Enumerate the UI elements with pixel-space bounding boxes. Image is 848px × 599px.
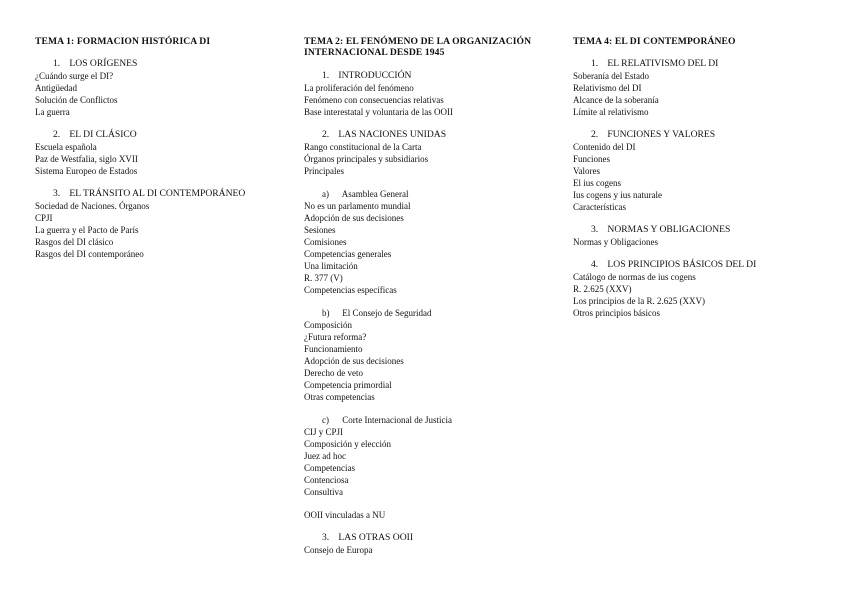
list-item: Contenciosa (304, 474, 349, 485)
list-item: Catálogo de normas de ius cogens (573, 272, 696, 283)
list-item: Relativismo del DI (573, 83, 642, 94)
subsection-asamblea-general (304, 188, 559, 296)
list-item: Composición y elección (304, 438, 391, 449)
section-transito (35, 188, 285, 260)
list-item: CPJI (35, 213, 53, 224)
subsection-heading: a) Asamblea General (322, 188, 409, 199)
section-heading: 3. NORMAS Y OBLIGACIONES (591, 224, 731, 236)
list-item: Escuela española (35, 142, 97, 153)
section-relativismo (573, 58, 823, 118)
section-heading: 1. INTRODUCCIÓN (322, 69, 412, 81)
section-heading: 1. LOS ORÍGENES (53, 58, 138, 70)
subsection-heading: b) El Consejo de Seguridad (322, 307, 432, 318)
list-item: Fenómeno con consecuencias relativas (304, 94, 444, 105)
list-item: Consultiva (304, 486, 344, 497)
list-item: Contenido del DI (573, 142, 636, 153)
section-naciones-unidas (304, 129, 559, 177)
section-di-clasico (35, 129, 285, 177)
list-item: Paz de Westfalia, siglo XVII (35, 154, 138, 165)
tema-1-title: TEMA 1: FORMACION HISTÓRICA DI (35, 36, 211, 47)
list-item: Competencias generales (304, 248, 392, 259)
list-item: Rasgos del DI clásico (35, 237, 114, 248)
section-normas-obligaciones (573, 224, 823, 248)
section-heading: 4. LOS PRINCIPIOS BÁSICOS DEL DI (591, 259, 757, 271)
list-item: Características (573, 202, 626, 213)
list-item: El ius cogens (573, 178, 621, 189)
section-heading: 2. LAS NACIONES UNIDAS (322, 128, 447, 140)
list-item: Antigüedad (35, 83, 77, 94)
list-item: Principales (304, 165, 344, 176)
list-item: Ius cogens y ius naturale (573, 190, 662, 201)
list-item: Soberanía del Estado (573, 71, 649, 82)
list-item: Órganos principales y subsidiarios (304, 153, 429, 164)
subsection-heading: c) Corte Internacional de Justicia (322, 414, 452, 425)
list-item: ¿Futura reforma? (304, 331, 367, 342)
section-principios-basicos (573, 259, 823, 319)
list-item: Comisiones (304, 236, 347, 247)
list-item: Funcionamiento (304, 343, 363, 354)
section-heading: 2. EL DI CLÁSICO (53, 129, 137, 141)
column-tema-4 (573, 36, 823, 330)
section-heading: 3. LAS OTRAS OOII (322, 531, 414, 543)
list-item: Base interestatal y voluntaria de las OOII (304, 106, 453, 117)
list-item: Alcance de la soberanía (573, 95, 659, 106)
list-item: Sistema Europeo de Estados (35, 166, 138, 177)
section-ooii-vinculadas (304, 509, 559, 521)
list-item: Competencias específicas (304, 284, 397, 295)
section-heading: 3. EL TRÁNSITO AL DI CONTEMPORÁNEO (53, 188, 246, 200)
list-item: CIJ y CPJI (304, 426, 344, 437)
section-otras-ooii (304, 532, 559, 556)
list-item: R. 2.625 (XXV) (573, 284, 632, 295)
list-item: Otros principios básicos (573, 308, 660, 319)
list-item: Límite al relativismo (573, 107, 649, 118)
list-item: OOII vinculadas a NU (304, 509, 386, 520)
list-item: Normas y Obligaciones (573, 237, 658, 248)
list-item: La guerra (35, 107, 70, 118)
section-introduccion (304, 70, 559, 118)
section-funciones-valores (573, 129, 823, 213)
section-heading: 2. FUNCIONES Y VALORES (591, 129, 716, 141)
list-item: Juez ad hoc (304, 450, 346, 461)
list-item: Adopción de sus decisiones (304, 355, 404, 366)
subsection-consejo-seguridad (304, 307, 559, 403)
list-item: Solución de Conflictos (35, 95, 118, 106)
list-item: Competencia primordial (304, 379, 392, 390)
list-item: Los principios de la R. 2.625 (XXV) (573, 296, 705, 307)
tema-4-title: TEMA 4: EL DI CONTEMPORÁNEO (573, 36, 736, 47)
list-item: Rasgos del DI contemporáneo (35, 249, 144, 260)
column-tema-2 (304, 36, 559, 567)
list-item: Rango constitucional de la Carta (304, 141, 422, 152)
column-tema-1 (35, 36, 285, 271)
list-item: Una limitación (304, 260, 358, 271)
tema-2-title: TEMA 2: EL FENÓMENO DE LA ORGANIZACIÓN INTERNACIONAL DESDE 1945 (304, 36, 532, 59)
list-item: Funciones (573, 154, 610, 165)
list-item: Otras competencias (304, 391, 375, 402)
list-item: ¿Cuándo surge el DI? (35, 71, 114, 82)
list-item: Sesiones (304, 224, 336, 235)
list-item: Adopción de sus decisiones (304, 212, 404, 223)
list-item: Consejo de Europa (304, 544, 373, 555)
list-item: Valores (573, 166, 600, 177)
list-item: La guerra y el Pacto de París (35, 225, 139, 236)
list-item: Sociedad de Naciones. Órganos (35, 201, 150, 212)
list-item: Derecho de veto (304, 367, 363, 378)
subsection-corte-internacional (304, 414, 559, 498)
list-item: La proliferación del fenómeno (304, 82, 414, 93)
list-item: Composición (304, 319, 353, 330)
list-item: R. 377 (V) (304, 272, 343, 283)
section-origenes (35, 58, 285, 118)
list-item: No es un parlamento mundial (304, 200, 411, 211)
section-heading: 1. EL RELATIVISMO DEL DI (591, 58, 719, 70)
list-item: Competencias (304, 462, 355, 473)
